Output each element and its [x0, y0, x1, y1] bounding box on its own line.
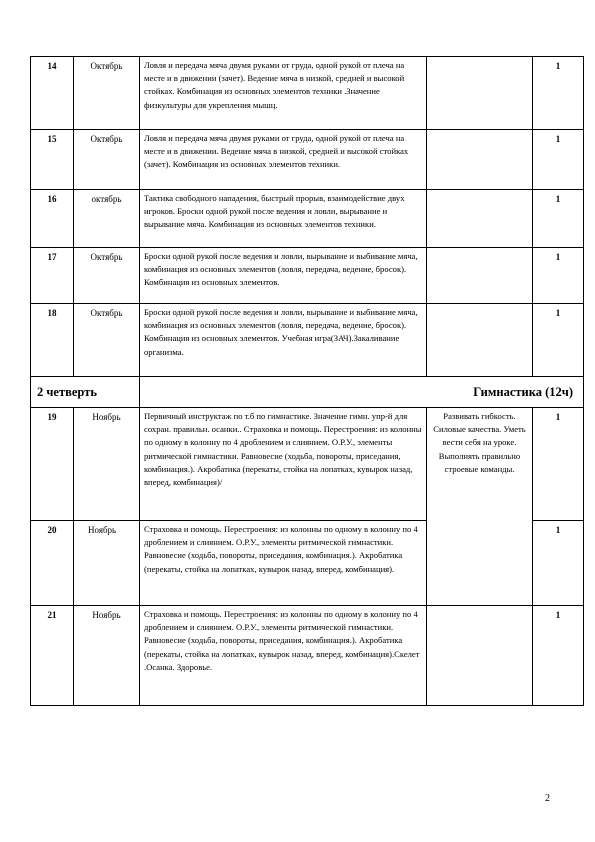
lesson-number: 17 [31, 248, 74, 304]
lesson-month: Октябрь [74, 304, 140, 377]
lesson-topic: Броски одной рукой после ведения и ловли, вырывание и выбивание мяча, комбинация из основных элементов (ловля, передача, ведение, бросок). Комбинация из основных элементов. Учебная игра(ЗАЧ).Закаливание организма. [140, 304, 427, 377]
table-row [31, 130, 584, 190]
lesson-number: 14 [31, 57, 74, 130]
lesson-hours: 1 [533, 248, 584, 304]
lesson-hours: 1 [533, 606, 584, 706]
lesson-month: Октябрь [74, 57, 140, 130]
section-header-row [31, 377, 584, 408]
page-number: 2 [545, 793, 550, 804]
skills-cell: Развивать гибкость. Силовые качества. Уметь вести себя на уроке. Выполнять правильно строевые команды. [427, 408, 533, 521]
lesson-month: Ноябрь [74, 606, 140, 706]
table-row [31, 190, 584, 248]
table-row [31, 57, 584, 130]
lesson-topic: Первичный инструктаж по т.б по гимнастике. Значение гимн. упр-й для сохран. правильн. осанки.. Страховка и помощь. Перестроения: из колонны по одному в колонну по 4 дроблением и слиянием. О.Р.У., элементы ритмической гимнастики. Равновесие (ходьба, повороты, приседания, комбинация.). Акробатика (перекаты, стойка на лопатках, кувырок назад, вперед, комбинация)/ [140, 408, 427, 521]
lesson-topic: Страховка и помощь. Перестроения: из колонны по одному в колонну по 4 дроблением и слиянием. О.Р.У., элементы ритмической гимнастики. Равновесие (ходьба, повороты, приседания, комбинация.). Акробатика (перекаты, стойка на лопатках, кувырок назад, вперед, комбинация). [140, 521, 427, 606]
lesson-month: Ноябрь [74, 408, 140, 521]
lesson-topic: Броски одной рукой после ведения и ловли, вырывание и выбивание мяча, комбинация из основных элементов (ловля, передача, ведение, бросок). Комбинация из основных элементов. [140, 248, 427, 304]
quarter-label: 2 четверть [31, 377, 140, 408]
table-row [31, 304, 584, 377]
lesson-month: Октябрь [74, 248, 140, 304]
lesson-number: 18 [31, 304, 74, 377]
section-topic: Гимнастика (12ч) [140, 377, 584, 408]
lesson-month: Ноябрь [74, 521, 140, 606]
lesson-topic: Страховка и помощь. Перестроения: из колонны по одному в колонну по 4 дроблением и слиянием. О.Р.У., элементы ритмической гимнастики. Равновесие (ходьба, повороты, приседания, комбинация.). Акробатика (перекаты, стойка на лопатках, кувырок назад, вперед, комбинация).Скелет .Осанка. Здоровье. [140, 606, 427, 706]
skills-cell [427, 57, 533, 130]
table-row [31, 248, 584, 304]
skills-cell [427, 521, 533, 606]
lesson-hours: 1 [533, 304, 584, 377]
lesson-number: 20 [31, 521, 74, 606]
lesson-hours: 1 [533, 130, 584, 190]
lesson-topic: Ловля и передача мяча двумя руками от груда, одной рукой от плеча на месте и в движении. Ведение мяча в низкой, средней и высокой стойках (зачет). Комбинация из основных элементов техники. [140, 130, 427, 190]
lesson-plan-table [30, 56, 584, 706]
table-row [31, 606, 584, 706]
lesson-hours: 1 [533, 57, 584, 130]
lesson-number: 21 [31, 606, 74, 706]
table-row [31, 408, 584, 521]
lesson-number: 16 [31, 190, 74, 248]
skills-cell [427, 304, 533, 377]
lesson-number: 19 [31, 408, 74, 521]
skills-cell [427, 606, 533, 706]
table-body-october [31, 57, 584, 377]
lesson-hours: 1 [533, 408, 584, 521]
lesson-month: Октябрь [74, 130, 140, 190]
lesson-number: 15 [31, 130, 74, 190]
skills-cell [427, 248, 533, 304]
lesson-topic: Ловля и передача мяча двумя руками от груда, одной рукой от плеча на месте и в движении (зачет). Ведение мяча в низкой, средней и высокой стойках. Комбинация из основных элементов техники .Значение физкультуры для укрепления мышц. [140, 57, 427, 130]
table-row [31, 521, 584, 606]
lesson-month: октябрь [74, 190, 140, 248]
skills-cell [427, 130, 533, 190]
table-body-november [31, 408, 584, 706]
lesson-hours: 1 [533, 190, 584, 248]
skills-cell [427, 190, 533, 248]
lesson-hours: 1 [533, 521, 584, 606]
section-header-body [31, 377, 584, 408]
lesson-topic: Тактика свободного нападения, быстрый прорыв, взаимодействие двух игроков. Броски одной рукой после ведения и ловли, вырывание и вырывание мяча. Комбинация из основных элементов техники. [140, 190, 427, 248]
